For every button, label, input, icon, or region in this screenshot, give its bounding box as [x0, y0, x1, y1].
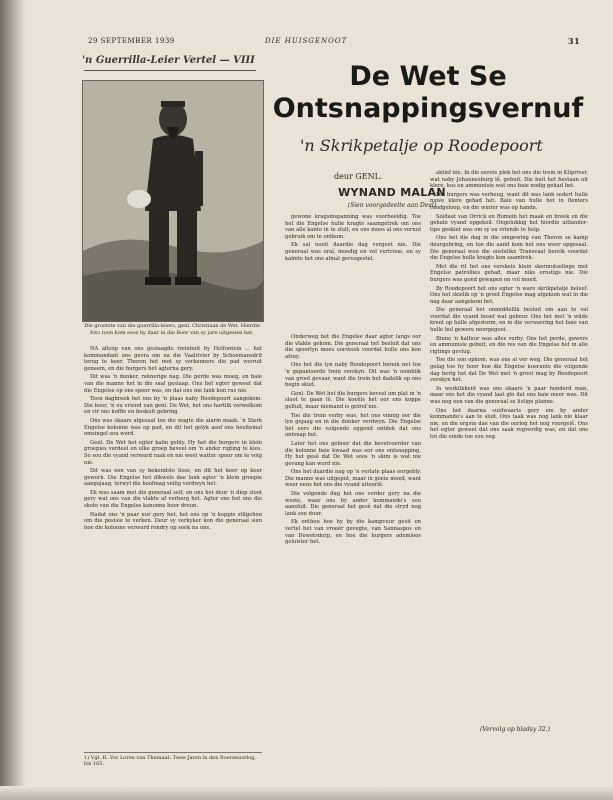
paragraph: Onderweg het die Engelse daar agter langs oor die vlakte gekom. Die generaal het besluit dat ons die spoorlyn moes oorsteek voordat hulle ons kon afsny.: [285, 334, 421, 360]
byline-author: WYNAND MALAN: [338, 186, 446, 199]
paragraph: Toe die trein verby was, het ons vinnig oor die lyn gejaag en in die donker verdwyn. Die Engelse het eers die volgende oggend ontdek dat ons ontsnap het.: [285, 412, 421, 439]
paragraph: Dit was 'n donker, reënerige nag. Die perde was moeg, en baie van die manne het in die saal geslaap. Ons het egter geweet dat die Engelse op ons spoor was, en dat ons nie lank kon rus nie.: [84, 374, 262, 394]
paragraph: Ek onthou hoe hy by die kampvuur gesit en vertel het van vroeër gevegte, van Sannaspos en van Dewetsdorp, en hoe die burgers ademloos geluister het.: [285, 519, 421, 546]
paragraph: aktief nie. In die eerste plek het ons die trein in Klipriver, wat naby Johannesburg lê, gebuit. Die buit het bestaan uit klere, kos en ammunisie wat ons baie nodig gehad het.: [430, 170, 588, 190]
paragraph: Ons het die lyn naby Roodepoort bereik net toe 'n gepantserde trein verskyn. Dit was 'n oomblik van groot gevaar, want die trein het dadelik op ons begin skiet.: [285, 362, 421, 389]
paragraph: Later het ons gehoor dat die bevelvoerder van die kolonne baie kwaad was oor ons ontsnapping. Hy het gesê dat De Wet soos 'n skim is wat nie gevang kan word nie.: [285, 440, 421, 467]
paragraph: Ons was skaars afgesaal toe die wagte die alarm maak. 'n Sterk Engelse kolonne was op pad, en dit het gelyk asof ons heeltemal omsingel sou word.: [84, 417, 262, 438]
paragraph: Ek was saam met die generaal self, en ons het deur 'n diep sloot gery wat ons van die vlakte af verberg het. Agter ons het ons die skote van die Engelse kanonne hoor dreun.: [84, 489, 262, 510]
portrait-photo: [82, 80, 264, 322]
series-title: 'n Guerrilla-Leier Vertel — VIII: [82, 55, 255, 66]
paragraph: In werklikheid was ons skaars 'n paar honderd man, maar ons het die vyand laat glo dat ons baie meer was. Dit was nog een van die generaal se listige planne.: [430, 385, 588, 405]
article-column-2-top: [285, 214, 421, 330]
continued-notice: (Vervolg op bladsy 32.): [480, 726, 551, 733]
series-rule: [84, 70, 256, 71]
paragraph: NA afloop van ons geslaagde treinbuit by Holfontein ... het kommandant ons gevra om na die Vaalrivier by Schoemansdrif terug te keer. Theron het met sy verkenners die pad vooruit geneem, en die burgers het agterna gery.: [84, 346, 262, 372]
paragraph: By Roodepoort het ons egter 'n ware skrikpetalje beleef. Ons het skielik op 'n groot Engelse mag afgekom wat in die nag daar aangekom het.: [430, 285, 588, 305]
paragraph: Dit was een van sy bekendste lisse, en dit het keer op keer gewerk. Die Engelse het dikwels dae lank agter 'n klein groepie aangejaag, terwyl die hoofmag veilig verdwyn het.: [84, 468, 262, 488]
byline-prefix: deur GENL.: [334, 172, 383, 181]
paragraph: Ons het daarna suidwaarts gery om by ander kommando's aan te sluit. Ons taak was nog lank nie klaar nie, en die ergste dae van die oorlog het nog voorgelê. Ons het egter geweet dat ons saak regverdig was, en dat ons tot die einde toe sou veg.: [430, 407, 588, 440]
byline-note: (Sien voorgedeelte aan Deel): [347, 202, 437, 209]
portrait-illustration: [83, 81, 263, 321]
paragraph: Die generaal het onmiddellik besluit om aan te val voordat die vyand besef wat gebeur. Ons het met 'n wilde kreet op hulle afgestorm, en in die verwarring het baie van hulle hul gewere neergegooi.: [430, 307, 588, 334]
footnote: 1) Vgl. H. Vor Loren van Themaat: Twee Jaren in den Boerenoorlog, bls 165.: [84, 752, 262, 767]
article-column-1: [84, 346, 262, 758]
paragraph: Ek sal nooit daardie dag vergeet nie. Die generaal was oral, moedig en vol vertroue, en sy kalmte het ons almal gerusgestel.: [285, 242, 421, 262]
paragraph: Toe die son opkom, was ons al ver weg. Die generaal het gelag toe hy hoor hoe die Engelse koerante die volgende dag berig het dat De Wet met 'n groot mag by Roodepoort verskyn het.: [430, 357, 588, 384]
paragraph: Soldaat van Orrick en Romein het maak en breek en die gehate vyand opgekeil. Ongelukkig het hierdie uitlander-tipe geskiet was om sy ou vriende te help.: [430, 213, 588, 233]
paragraph: Genl. De Wet het die burgers beveel om plat in 'n sloot te gaan lê. Die koeëls het oor ons koppe gefluit, maar niemand is getref nie.: [285, 390, 421, 410]
paragraph: gewone kragsinspanning was voorbeeldig. Toe het die Engelse hulle kragte saamgetrek om ons van alle kante in te sluit, en ons moes al ons vernuf gebruik om te ontkom.: [285, 214, 421, 240]
headline-line-2: Ontsnappingsvernuf: [272, 93, 584, 124]
article-column-3: [430, 170, 588, 718]
subheadline: 'n Skrikpetalje op Roodepoort: [300, 136, 543, 155]
header-magazine-title: DIE HUISGENOOT: [265, 37, 348, 45]
paragraph: Teen dagbreek het ons by 'n plaas naby Roodepoort aangekom. Die boer, 'n ou vriend van genl. De Wet, het ons hartlik verwelkom en vir ons koffie en beskuit gebring.: [84, 396, 262, 416]
paragraph: Binne 'n halfuur was alles verby. Ons het perde, gewere en ammunisie gebuit, en die res van die Engelse het in alle rigtings gevlug.: [430, 335, 588, 355]
paragraph: Met die rit het ons verskeie klein skermutselinge met Engelse patrollies gehad, maar niks ernstigs nie. Die burgers was goed gewapen en vol moed.: [430, 263, 588, 283]
paragraph: Ons het daardie nag op 'n verlate plaas oorgebly. Die manne was uitgeput, maar in goeie moed, want weer eens het ons die vyand uitoorlê.: [285, 469, 421, 489]
page-gutter-shadow: [0, 0, 26, 800]
paragraph: Nadat ons 'n paar uur gery het, het ons op 'n koppie stilgehou om die posisie te verken. Deur sy verkyker kon die generaal sien hoe die kolonne verward rondry op soek na ons.: [84, 511, 262, 531]
article-column-2: [285, 334, 421, 746]
paragraph: Genl. De Wet het egter kalm gebly. Hy het die burgers in klein groepies verdeel en elke groep beveel om 'n ander rigting te kies. So sou die vyand verward raak en nie weet watter spoor om te volg nie.: [84, 439, 262, 466]
header-date: 29 SEPTEMBER 1939: [88, 37, 175, 45]
paragraph: Die burgers was verheug, want dit was lank sedert hulle nuwe klere gehad het. Baie van hulle het in flenters rondgeloop, en die winter was op hande.: [430, 191, 588, 211]
paragraph: Die volgende dag het ons verder gery na die weste, waar ons by ander kommando's sou aansluit. Die generaal het gesê dat die stryd nog lank sou duur.: [285, 491, 421, 517]
photo-caption: Die grootste van die guerrilla-leiers, genl. Christiaan de Wet. Hierdie foto toon hom soos hy daar in die Boer van sy jare uitgesien het.: [84, 323, 260, 336]
headline-line-1: De Wet Se: [349, 61, 507, 92]
header-page-number: 31: [568, 36, 581, 46]
paragraph: Ons het die dag in die omgewing van Theron se kamp deurgebring, en toe die aand kom het ons weer opgesaal. Die generaal wou die oostelike Transvaal bereik voordat die Engelse hulle kragte kon saamtrek.: [430, 235, 588, 262]
page-bottom-shadow: [0, 786, 613, 800]
